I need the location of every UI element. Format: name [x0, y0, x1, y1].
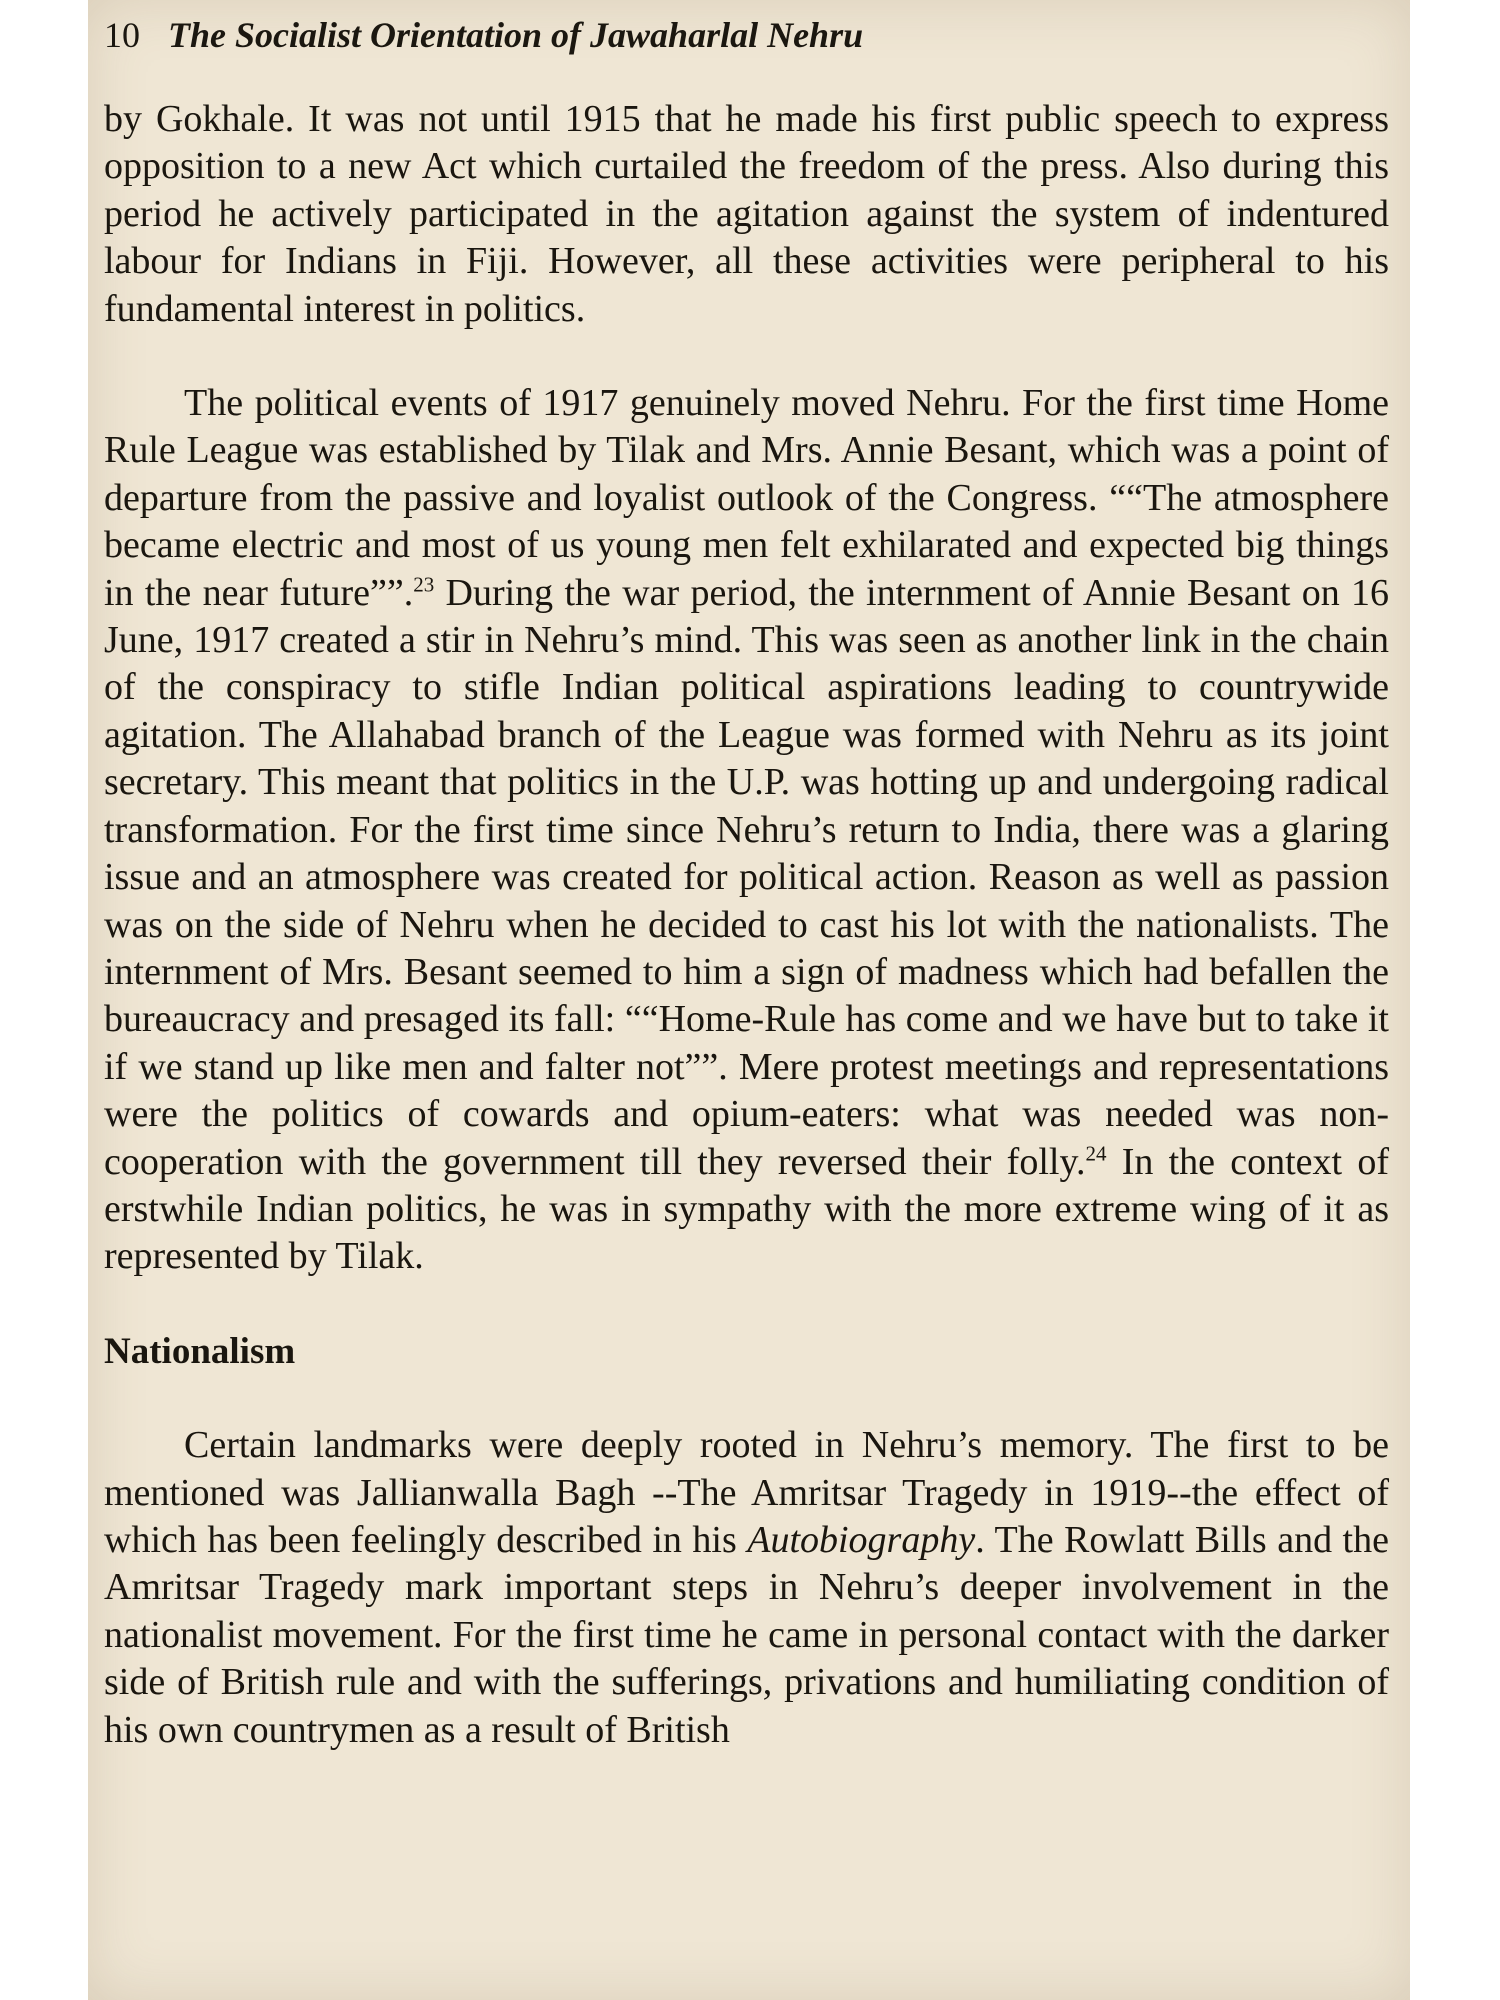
section-heading: Nationalism — [104, 1330, 296, 1372]
footnote-marker: 23 — [413, 572, 435, 596]
paragraph-gap — [104, 1375, 1389, 1422]
paragraph-text: . The Rowlatt Bills and the Amritsar Tragedy mark important steps in Nehru’s deeper involvement in the nationalist movement. For the first time he came in personal contact with the darker side of British rule and with the sufferings, privations and humiliating condition of his own countrymen as a result of British — [104, 1518, 1389, 1751]
footnote-marker: 24 — [1085, 1140, 1107, 1165]
paragraph-gap — [104, 333, 1389, 380]
book-page — [88, 0, 1410, 2000]
paragraph-text: In the context of erstwhile Indian politics, he was in sympathy with the more extreme wing of it as represented by Tilak. — [104, 1140, 1389, 1278]
running-header — [104, 14, 863, 56]
page-body — [104, 96, 1389, 1754]
paragraph-landmarks — [104, 1422, 1389, 1754]
page-number: 10 — [104, 15, 140, 55]
paragraph-text: During the war period, the internment of Annie Besant on 16 June, 1917 created a stir in Nehru’s mind. This was seen as another link in the chain of the conspiracy to stifle Indian political aspirations leading to countrywide agitation. The Allahabad branch of the League was formed with Nehru as its joint secretary. This meant that politics in the U.P. was hotting up and undergoing radical transformation. For the first time since Nehru’s return to India, there was a glaring issue and an atmosphere was created for political action. Reason as well as passion was on the side of Nehru when he decided to cast his lot with the nationalists. The internment of Mrs. Besant seemed to him a sign of madness which had befallen the bureaucracy and presaged its fall: ““Home-Rule has come and we have but to take it if we stand up like men and falter not””. Mere protest meetings and representations were the politics of cowards and opium-eaters: what was needed was non-cooperation with the government till they reversed their folly. — [104, 571, 1389, 1183]
paragraph-text: Certain landmarks were deeply rooted in Nehru’s memory. The first to be mentioned was Jallianwalla Bagh --The Amritsar Tragedy in 1919--the effect of which has been feelingly described in his — [104, 1424, 1389, 1561]
book-title-italic: Autobiography — [747, 1518, 976, 1561]
book-title: The Socialist Orientation of Jawaharlal Nehru — [168, 15, 864, 55]
paragraph-gap — [104, 1281, 1389, 1328]
paragraph-political-events-1917 — [104, 380, 1389, 1281]
paragraph-continued: by Gokhale. It was not until 1915 that he made his first public speech to express opposition to a new Act which curtailed the freedom of the press. Also during this period he actively participated in the agitation against the system of indentured labour for Indians in Fiji. However, all these activities were peripheral to his fundamental interest in politics. — [104, 98, 1389, 330]
paragraph-text: The political events of 1917 genuinely moved Nehru. For the first time Home Rule League was established by Tilak and Mrs. Annie Besant, which was a point of departure from the passive and loyalist outlook of the Congress. ““The atmosphere became electric and most of us young men felt exhilarated and expected big things in the near future””. — [104, 382, 1389, 614]
